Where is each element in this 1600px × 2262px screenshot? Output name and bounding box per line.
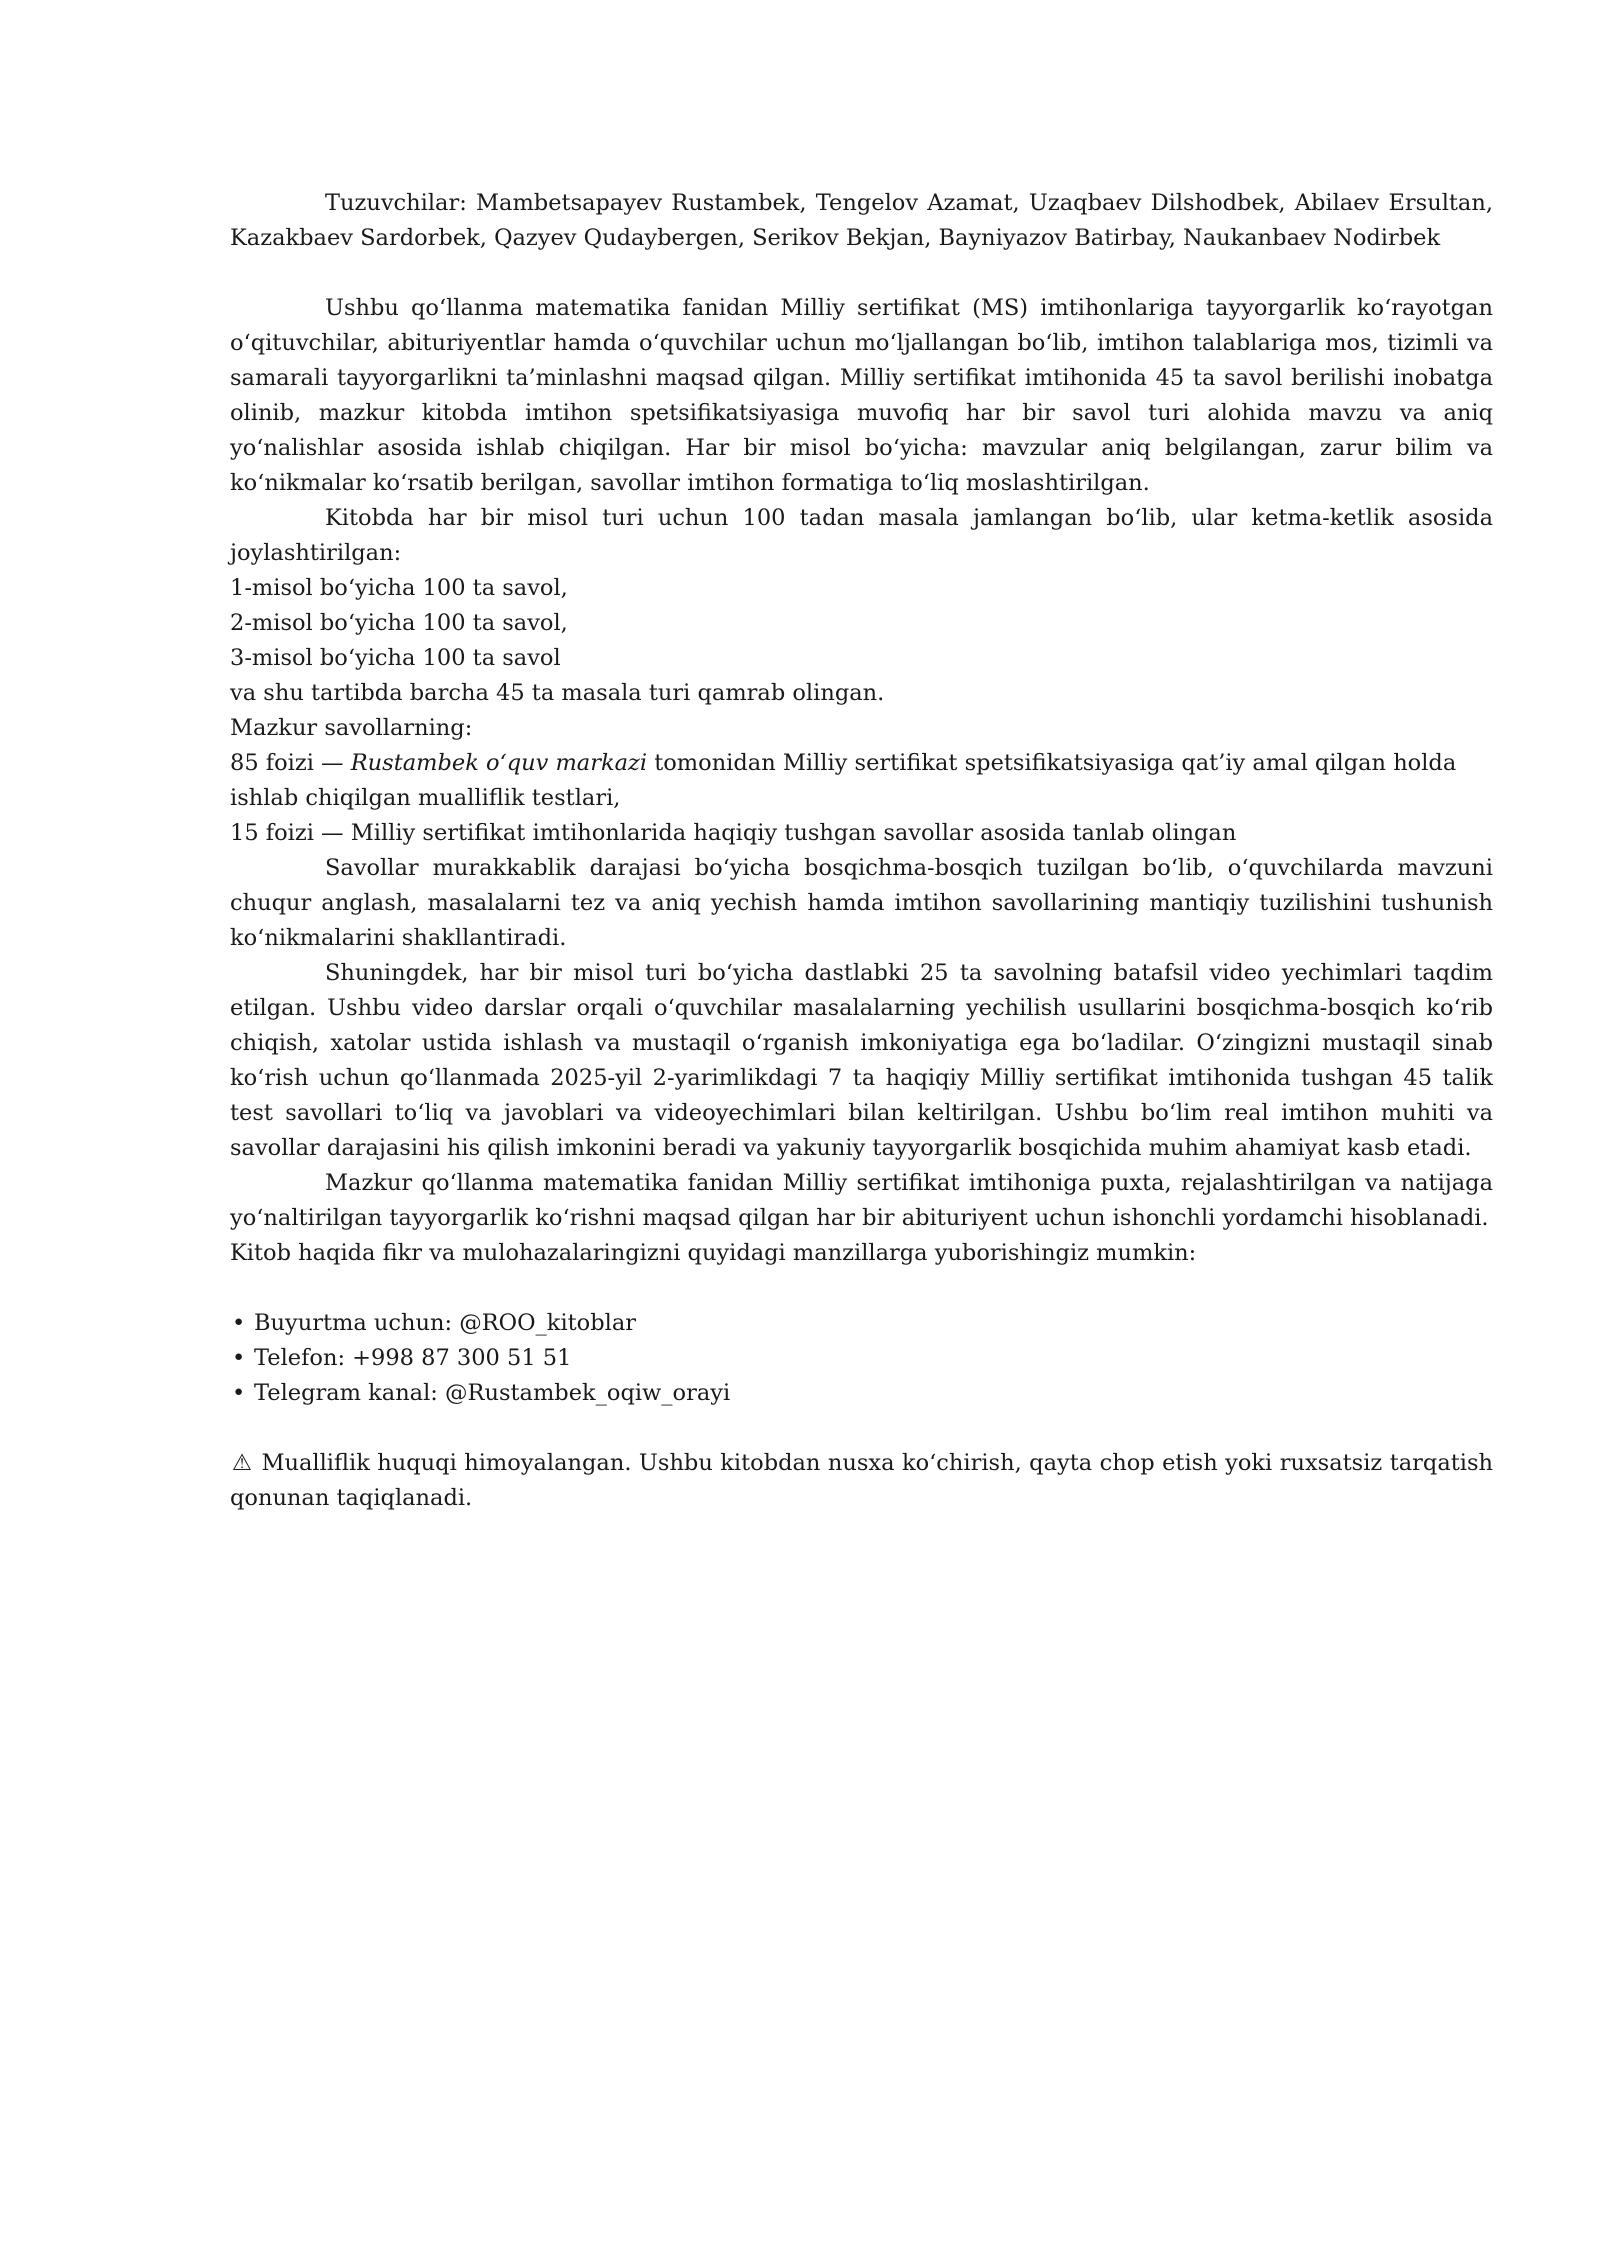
copyright-text: Mualliflik huquqi himoyalangan. Ushbu kitobdan nusxa ko‘chirish, qayta chop etish yoki ruxsatsiz tarqatish qonunan taqiqlanadi. [230,1450,1494,1511]
body-paragraph-3: Savollar murakkablik darajasi bo‘yicha bosqichma-bosqich tuzilgan bo‘lib, o‘quvchilarda mavzuni chuqur anglash, masalalarni tez va aniq yechish hamda imtihon savollarining mantiqiy tuzilishini tushunish ko‘nikmalarini shakllantiradi. [230,855,1493,951]
bullet-icon: • [232,1310,246,1336]
authors-names: Mambetsapayev Rustambek, Tengelov Azamat, Uzaqbaev Dilshodbek, Abilaev Ersultan, Kazakbaev Sardorbek, Qazyev Qudaybergen, Serikov Bekjan, Bayniyazov Batirbay, Naukanbaev Nodirbek [230,190,1493,251]
sequence-item-2: 2-misol bo‘yicha 100 ta savol, [230,610,568,636]
spacer [230,1271,1493,1306]
warning-icon: ⚠ [231,1450,253,1476]
composition-heading: Mazkur savollarning: [230,715,473,741]
feedback-line: Kitob haqida fikr va mulohazalaringizni quyidagi manzillarga yuborishingiz mumkin: [230,1240,1197,1266]
sequence-end: va shu tartibda barcha 45 ta masala turi qamrab olingan. [230,680,885,706]
document-page [230,186,1493,1516]
contact-item-phone [230,1341,1493,1376]
bullet-icon: • [232,1345,246,1371]
intro-paragraph-1: Ushbu qo‘llanma matematika fanidan Milliy sertifikat (MS) imtihonlariga tayyorgarlik ko‘rayotgan o‘qituvchilar, abituriyentlar hamda o‘quvchilar uchun mo‘ljallangan bo‘lib, imtihon talablariga mos, tizimli va samarali tayyorgarlikni ta’minlashni maqsad qilgan. Milliy sertifikat imtihonida 45 ta savol berilishi inobatga olinib, mazkur kitobda imtihon spetsifikatsiyasiga muvofiq har bir savol turi alohida mavzu va aniq yo‘nalishlar asosida ishlab chiqilgan. Har bir misol bo‘yicha: mavzular aniq belgilangan, zarur bilim va ko‘nikmalar ko‘rsatib berilgan, savollar imtihon formatiga to‘liq moslashtirilgan. [230,295,1493,496]
sequence-item-3: 3-misol bo‘yicha 100 ta savol [230,645,561,671]
contact-text: Telefon: +998 87 300 51 51 [254,1345,572,1371]
contact-list [230,1306,1493,1411]
body-paragraph-4: Shuningdek, har bir misol turi bo‘yicha dastlabki 25 ta savolning batafsil video yechimlari taqdim etilgan. Ushbu video darslar orqali o‘quvchilar masalalarning yechilish usullarini bosqichma-bosqich ko‘rib chiqish, xatolar ustida ishlash va mustaqil o‘rganish imkoniyatiga ega bo‘ladilar. O‘zingizni mustaqil sinab ko‘rish uchun qo‘llanmada 2025-yil 2-yarimlikdagi 7 ta haqiqiy Milliy sertifikat imtihonida tushgan 45 talik test savollari to‘liq va javoblari va videoyechimlari bilan keltirilgan. Ushbu bo‘lim real imtihon muhiti va savollar darajasini his qilish imkonini beradi va yakuniy tayyorgarlik bosqichida muhim ahamiyat kasb etadi. [230,960,1493,1161]
copyright-notice [230,1446,1493,1516]
authors-label: Tuzuvchilar: [325,190,467,216]
composition-item-1 [230,746,1493,816]
authors-paragraph [230,186,1493,256]
contact-text: Buyurtma uchun: @ROO_kitoblar [254,1310,636,1336]
body-paragraph-5: Mazkur qo‘llanma matematika fanidan Milliy sertifikat imtihoniga puxta, rejalashtirilgan va natijaga yo‘naltirilgan tayyorgarlik ko‘rishni maqsad qilgan har bir abituriyent uchun ishonchli yordamchi hisoblanadi. [230,1170,1493,1231]
contact-text: Telegram kanal: @Rustambek_oqiw_orayi [254,1380,731,1406]
bullet-icon: • [232,1380,246,1406]
publisher-name: Rustambek o‘quv markazi [350,750,648,776]
spacer [230,1411,1493,1446]
spacer [230,256,1493,291]
contact-item-telegram [230,1376,1493,1411]
sequence-item-1: 1-misol bo‘yicha 100 ta savol, [230,575,568,601]
contact-item-order [230,1306,1493,1341]
composition-item-1-prefix: 85 foizi — [230,750,344,776]
composition-item-2: 15 foizi — Milliy sertifikat imtihonlarida haqiqiy tushgan savollar asosida tanlab olingan [230,820,1237,846]
intro-paragraph-2: Kitobda har bir misol turi uchun 100 tadan masala jamlangan bo‘lib, ular ketma-ketlik asosida joylashtirilgan: [230,505,1493,566]
composition-item-1-rest: tomonidan Milliy sertifikat spetsifikatsiyasiga qat’iy amal qilgan holda ishlab chiqilgan mualliflik testlari, [230,750,1457,811]
